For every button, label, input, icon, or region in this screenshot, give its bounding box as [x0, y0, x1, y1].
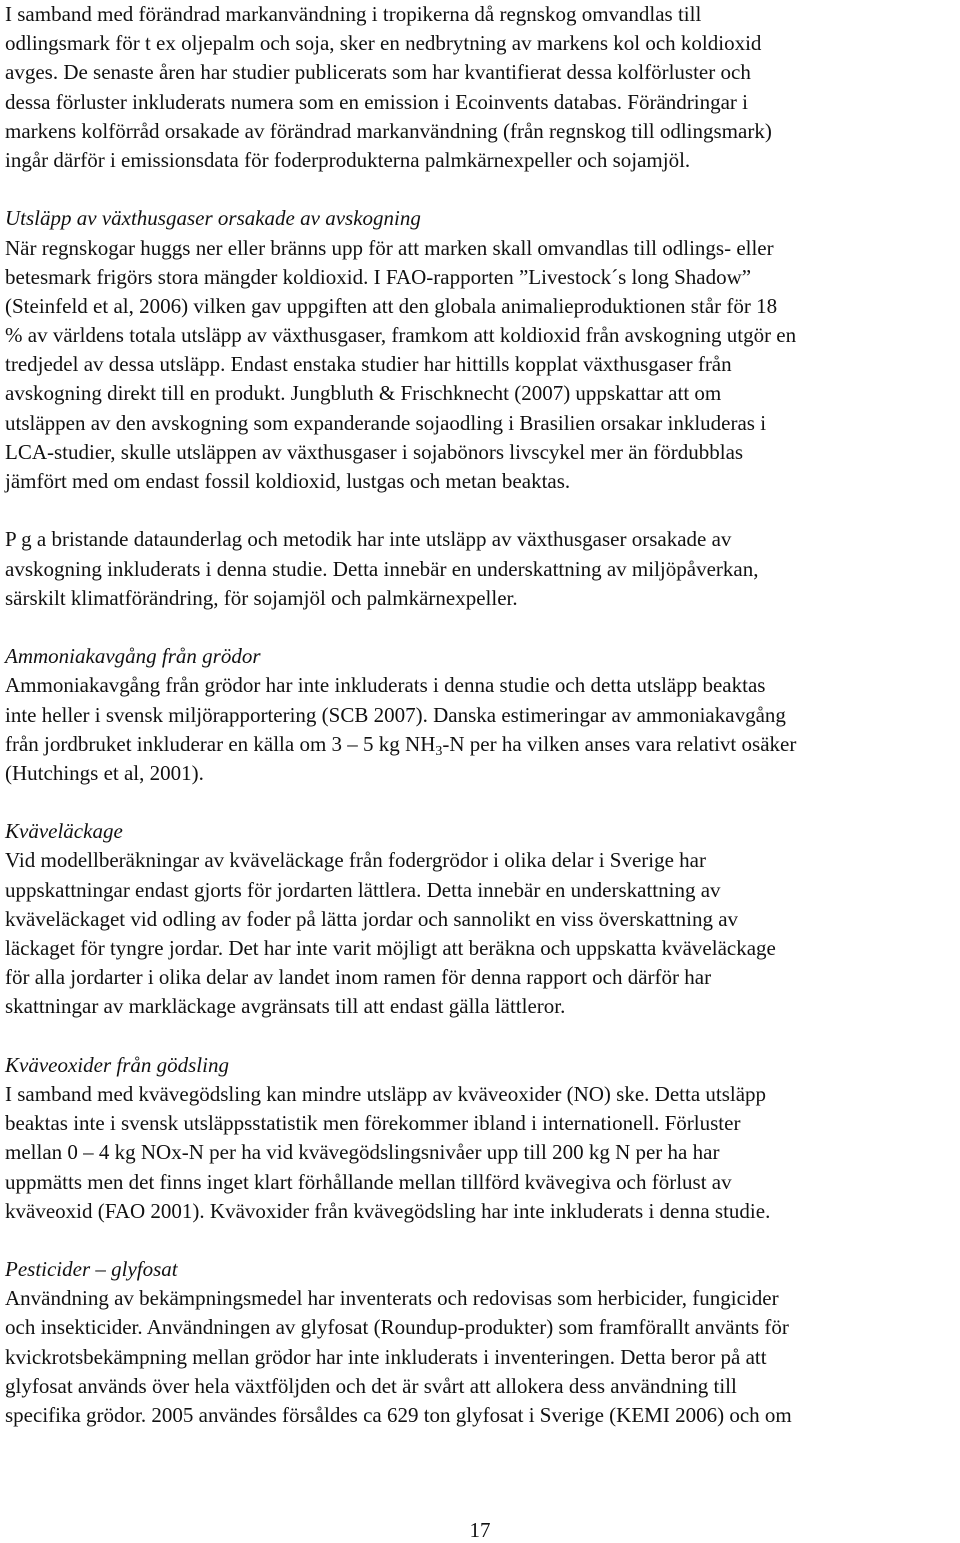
text-line: jämfört med om endast fossil koldioxid, lustgas och metan beaktas. [5, 469, 571, 493]
text-line: I samband med kvävegödsling kan mindre utsläpp av kväveoxider (NO) ske. Detta utsläpp [5, 1081, 767, 1106]
section-heading: Ammoniakavgång från grödor [5, 644, 261, 669]
text-line: mellan 0 – 4 kg NOx-N per ha vid kvävegödslingsnivåer upp till 200 kg N per ha har [5, 1140, 720, 1165]
text-line: dessa förluster inkluderats numera som en emission i Ecoinvents databas. Förändringar i [5, 89, 748, 114]
section-nitrogen-oxides [5, 1051, 955, 1226]
text-line: avges. De senaste åren har studier publicerats som har kvantifierat dessa kolförluster och [5, 60, 751, 85]
text-line: odlingsmark för t ex oljepalm och soja, sker en nedbrytning av markens kol och koldioxid [5, 31, 762, 56]
text-fragment: -N per ha vilken anses vara relativt osäker [442, 731, 797, 756]
section-heading: Kväveoxider från gödsling [5, 1052, 229, 1077]
text-line: utsläppen av den avskogning som expanderande sojaodling i Brasilien orsakar inkluderas i [5, 410, 767, 435]
section-ammonia [5, 642, 955, 788]
section-heading: Pesticider – glyfosat [5, 1257, 178, 1282]
text-line: beaktas inte i svensk utsläppsstatistik men förekommer ibland i internationell. Förluster [5, 1111, 741, 1136]
paragraph-gap [5, 788, 955, 817]
text-line: betesmark frigörs stora mängder koldioxid. I FAO-rapporten ”Livestock´s long Shadow” [5, 264, 752, 289]
text-line: (Hutchings et al, 2001). [5, 760, 204, 785]
section-deforestation-emissions [5, 204, 955, 496]
paragraph-gap [5, 496, 955, 525]
subscript: 3 [435, 743, 443, 759]
text-line: LCA-studier, skulle utsläppen av växthusgaser i sojabönors livscykel mer än fördubblas [5, 439, 744, 464]
text-line: kväveoxid (FAO 2001). Kvävoxider från kvävegödsling har inte inkluderats i denna studie. [5, 1198, 771, 1223]
section-heading: Utsläpp av växthusgaser orsakade av avskogning [5, 206, 421, 231]
text-line: % av världens totala utsläpp av växthusgaser, framkom att koldioxid från avskogning utgör en [5, 323, 797, 348]
paragraph-gap [5, 1022, 955, 1051]
paragraph-data-limitations [5, 525, 955, 613]
text-line: skattningar av markläckage avgränsats till att endast gälla lättleror. [5, 994, 566, 1019]
paragraph-gap [5, 613, 955, 642]
text-line: glyfosat används över hela växtföljden och det är svårt att allokera dess användning till [5, 1373, 737, 1398]
text-line: markens kolförråd orsakade av förändrad markanvändning (från regnskog till odlingsmark) [5, 118, 772, 143]
text-line: inte heller i svensk miljörapportering (SCB 2007). Danska estimeringar av ammoniakavgång [5, 702, 786, 727]
text-line: uppskattningar endast gjorts för jordarten lättlera. Detta innebär en underskattning av [5, 877, 721, 902]
text-line: för alla jordarter i olika delar av landet inom ramen för denna rapport och därför har [5, 965, 712, 990]
text-line: Användning av bekämpningsmedel har inventerats och redovisas som herbicider, fungicider [5, 1286, 779, 1311]
text-line: uppmätts men det finns inget klart förhållande mellan tillförd kvävegiva och förlust av [5, 1169, 732, 1194]
text-line: ingår därför i emissionsdata för foderprodukterna palmkärnexpeller och sojamjöl. [5, 147, 691, 172]
text-line-with-subscript [5, 730, 955, 759]
text-line: och insekticider. Användningen av glyfosat (Roundup-produkter) som framförallt använts för [5, 1315, 789, 1340]
paragraph-gap [5, 175, 955, 204]
paragraph-land-use-change [5, 0, 955, 175]
text-line: avskogning inkluderats i denna studie. Detta innebär en underskattning av miljöpåverkan, [5, 556, 759, 581]
text-line: När regnskogar huggs ner eller bränns upp för att marken skall omvandlas till odlings- eller [5, 235, 774, 260]
text-fragment: från jordbruket inkluderar en källa om 3 – 5 kg NH [5, 731, 436, 756]
text-line: särskilt klimatförändring, för sojamjöl och palmkärnexpeller. [5, 585, 518, 610]
text-line: kvickrotsbekämpning mellan grödor har inte inkluderats i inventeringen. Detta beror på att [5, 1344, 767, 1369]
text-line: (Steinfeld et al, 2006) vilken gav uppgiften att den globala animalieproduktionen står för 18 [5, 293, 778, 318]
text-line: Vid modellberäkningar av kväveläckage från fodergrödor i olika delar i Sverige har [5, 848, 706, 873]
section-heading: Kväveläckage [5, 819, 123, 844]
text-line: tredjedel av dessa utsläpp. Endast enstaka studier har hittills kopplat växthusgaser från [5, 352, 732, 377]
text-line: I samband med förändrad markanvändning i tropikerna då regnskog omvandlas till [5, 2, 702, 26]
text-line: Ammoniakavgång från grödor har inte inkluderats i denna studie och detta utsläpp beaktas [5, 673, 766, 698]
page-number: 17 [469, 1518, 491, 1542]
text-line: specifika grödor. 2005 användes försåldes ca 629 ton glyfosat i Sverige (KEMI 2006) och om [5, 1403, 792, 1427]
document-body [5, 0, 955, 1430]
text-line: P g a bristande dataunderlag och metodik har inte utsläpp av växthusgaser orsakade av [5, 527, 732, 552]
section-pesticides [5, 1255, 955, 1430]
paragraph-gap [5, 1226, 955, 1255]
text-line: läckaget för tyngre jordar. Det har inte varit möjligt att beräkna och uppskatta kväveläckage [5, 936, 776, 960]
text-line: kväveläckaget vid odling av foder på lätta jordar och sannolikt en viss överskattning av [5, 906, 739, 931]
section-nitrogen-leaching [5, 817, 955, 1021]
text-line: avskogning direkt till en produkt. Jungbluth & Frischknecht (2007) uppskattar att om [5, 381, 722, 406]
